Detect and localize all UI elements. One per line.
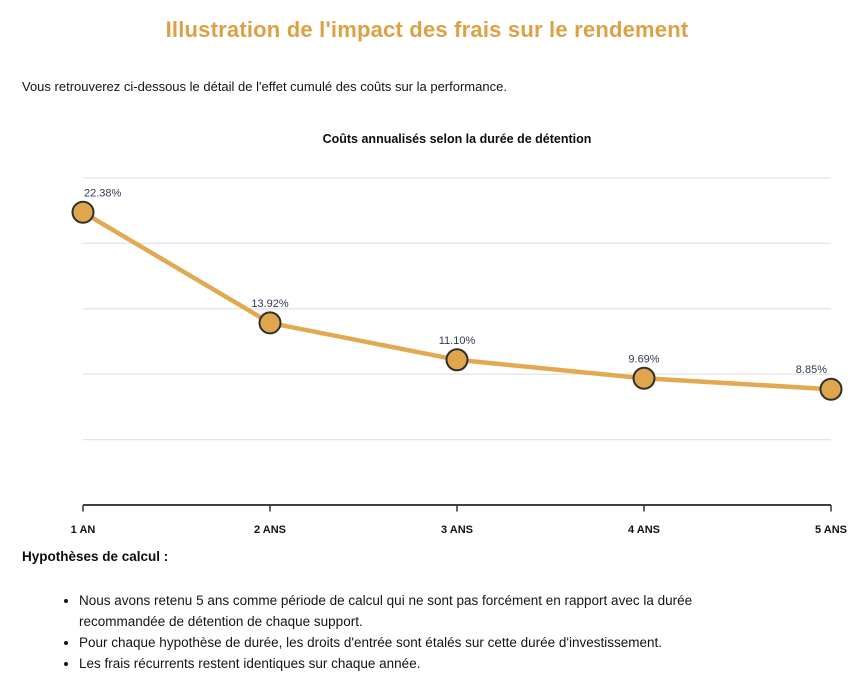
data-point-label: 9.69%	[628, 353, 660, 366]
data-point	[634, 368, 655, 389]
x-tick-label: 2 ANS	[254, 524, 286, 536]
line-chart	[0, 160, 854, 550]
list-item: • Nous avons retenu 5 ans comme période de calcul qui ne sont pas forcément en rapport avec la durée recommandée de détention de chaque support.	[79, 590, 757, 632]
data-point	[447, 349, 468, 370]
x-tick-label: 3 ANS	[441, 524, 473, 536]
hypotheses-list	[22, 590, 757, 674]
hypotheses-heading: Hypothèses de calcul :	[22, 549, 169, 564]
data-point-label: 8.85%	[795, 364, 827, 377]
intro-text: Vous retrouverez ci-dessous le détail de l'effet cumulé des coûts sur la performance.	[22, 79, 507, 94]
data-point-label: 11.10%	[438, 334, 476, 347]
data-point-label: 22.38%	[84, 187, 122, 200]
chart-title: Coûts annualisés selon la durée de détention	[322, 132, 592, 146]
x-tick-label: 5 ANS	[815, 524, 847, 536]
x-tick-label: 1 AN	[70, 524, 96, 536]
data-point	[73, 202, 94, 223]
list-item: • Pour chaque hypothèse de durée, les droits d'entrée sont étalés sur cette durée d'investissement.	[79, 632, 757, 653]
list-item: • Les frais récurrents restent identiques sur chaque année.	[79, 653, 757, 674]
page-title: Illustration de l'impact des frais sur le rendement	[165, 17, 689, 42]
hypotheses-section	[22, 548, 814, 674]
data-point-label: 13.92%	[251, 297, 289, 310]
data-point	[821, 379, 842, 400]
line-chart-svg	[0, 160, 854, 550]
data-point	[260, 312, 281, 333]
x-tick-label: 4 ANS	[628, 524, 660, 536]
